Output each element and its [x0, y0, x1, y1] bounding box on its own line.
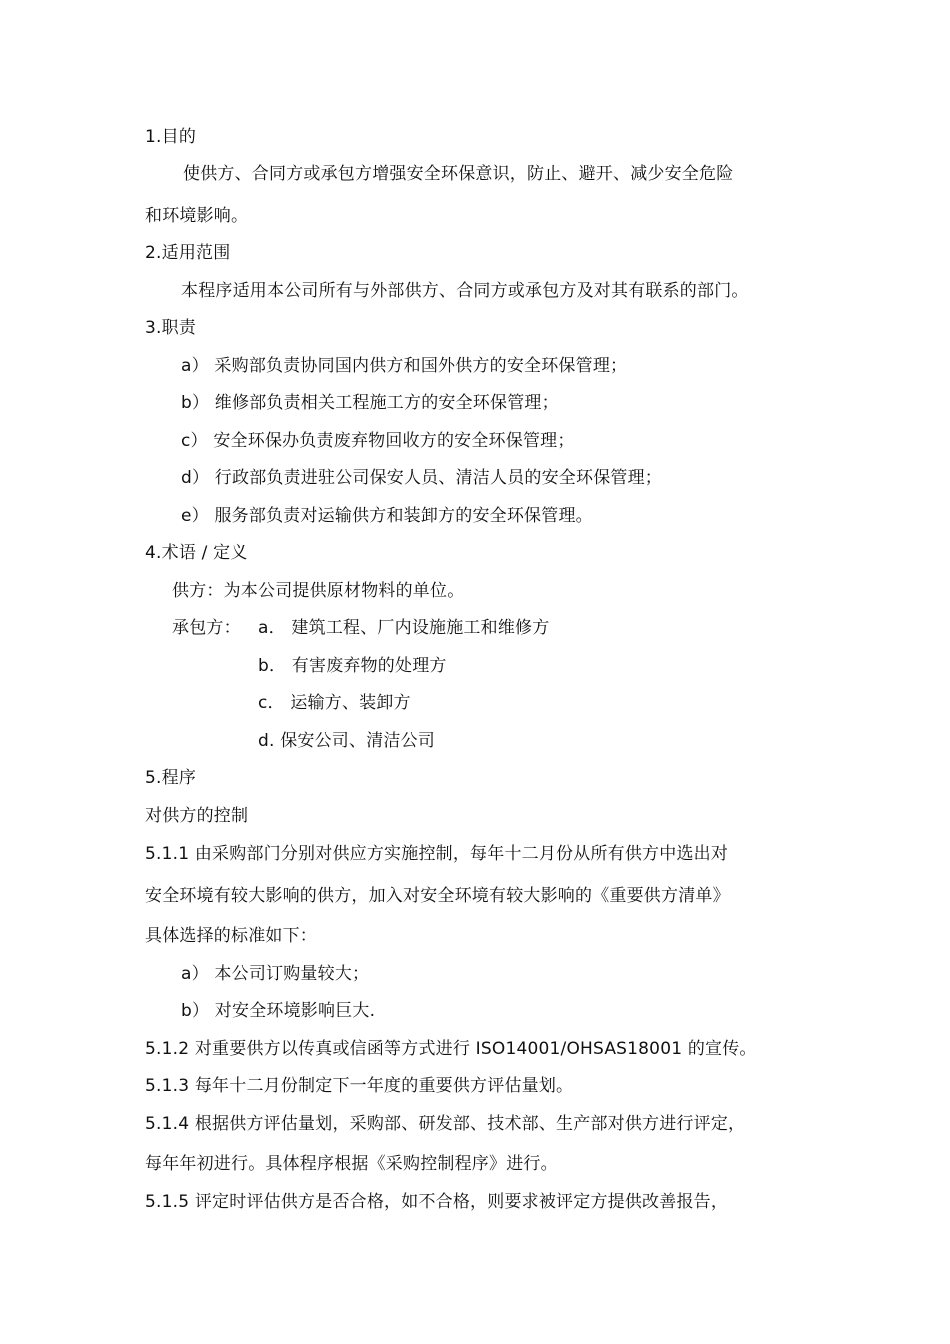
- section-1-paragraph-line-1: 使供方、合同方或承包方增强安全环保意识，防止、避开、减少安全危险: [183, 164, 734, 184]
- clause-5-1-4-line-2: 每年年初进行。具体程序根据《采购控制程序》进行。: [145, 1154, 558, 1174]
- section-4-heading: 4.术语 / 定义: [145, 543, 248, 563]
- clause-5-1-5: 5.1.5 评定时评估供方是否合格，如不合格，则要求被评定方提供改善报告，: [145, 1192, 729, 1212]
- section-2-paragraph: 本程序适用本公司所有与外部供方、合同方或承包方及对其有联系的部门。: [181, 281, 749, 301]
- clause-5-1-3: 5.1.3 每年十二月份制定下一年度的重要供方评估量划。: [145, 1076, 574, 1096]
- clause-5-1-1-line-1: 5.1.1 由采购部门分别对供应方实施控制，每年十二月份从所有供方中选出对: [145, 844, 729, 864]
- duty-item-d: d） 行政部负责进驻公司保安人员、清洁人员的安全环保管理；: [181, 468, 662, 488]
- contractor-item-c: c． 运输方、装卸方: [258, 693, 411, 713]
- criteria-item-a: a） 本公司订购量较大；: [181, 964, 370, 984]
- duty-item-e: e） 服务部负责对运输供方和装卸方的安全环保管理。: [181, 506, 593, 526]
- duty-item-b: b） 维修部负责相关工程施工方的安全环保管理；: [181, 393, 559, 413]
- definition-contractor-label: 承包方：: [172, 618, 241, 638]
- clause-5-1-1-line-3: 具体选择的标准如下：: [145, 926, 317, 946]
- section-1-heading: 1.目的: [145, 127, 197, 147]
- section-5-heading: 5.程序: [145, 768, 197, 788]
- clause-5-1-2: 5.1.2 对重要供方以传真或信函等方式进行 ISO14001/OHSAS18001 的宣传。: [145, 1039, 757, 1059]
- contractor-item-b: b． 有害废弃物的处理方: [258, 656, 447, 676]
- section-5-subheading: 对供方的控制: [145, 806, 249, 826]
- contractor-item-d: d. 保安公司、清洁公司: [258, 731, 435, 751]
- clause-5-1-1-line-2: 安全环境有较大影响的供方，加入对安全环境有较大影响的《重要供方清单》: [145, 886, 730, 906]
- section-3-heading: 3.职责: [145, 318, 197, 338]
- duty-item-c: c） 安全环保办负责废弃物回收方的安全环保管理；: [181, 431, 575, 451]
- section-1-paragraph-line-2: 和环境影响。: [145, 206, 249, 226]
- duty-item-a: a） 采购部负责协同国内供方和国外供方的安全环保管理；: [181, 356, 628, 376]
- criteria-item-b: b） 对安全环境影响巨大.: [181, 1001, 376, 1021]
- definition-supplier: 供方：为本公司提供原材物料的单位。: [172, 581, 465, 601]
- clause-5-1-4-line-1: 5.1.4 根据供方评估量划，采购部、研发部、技术部、生产部对供方进行评定，: [145, 1114, 746, 1134]
- section-2-heading: 2.适用范围: [145, 243, 231, 263]
- contractor-item-a: a． 建筑工程、厂内设施施工和维修方: [258, 618, 550, 638]
